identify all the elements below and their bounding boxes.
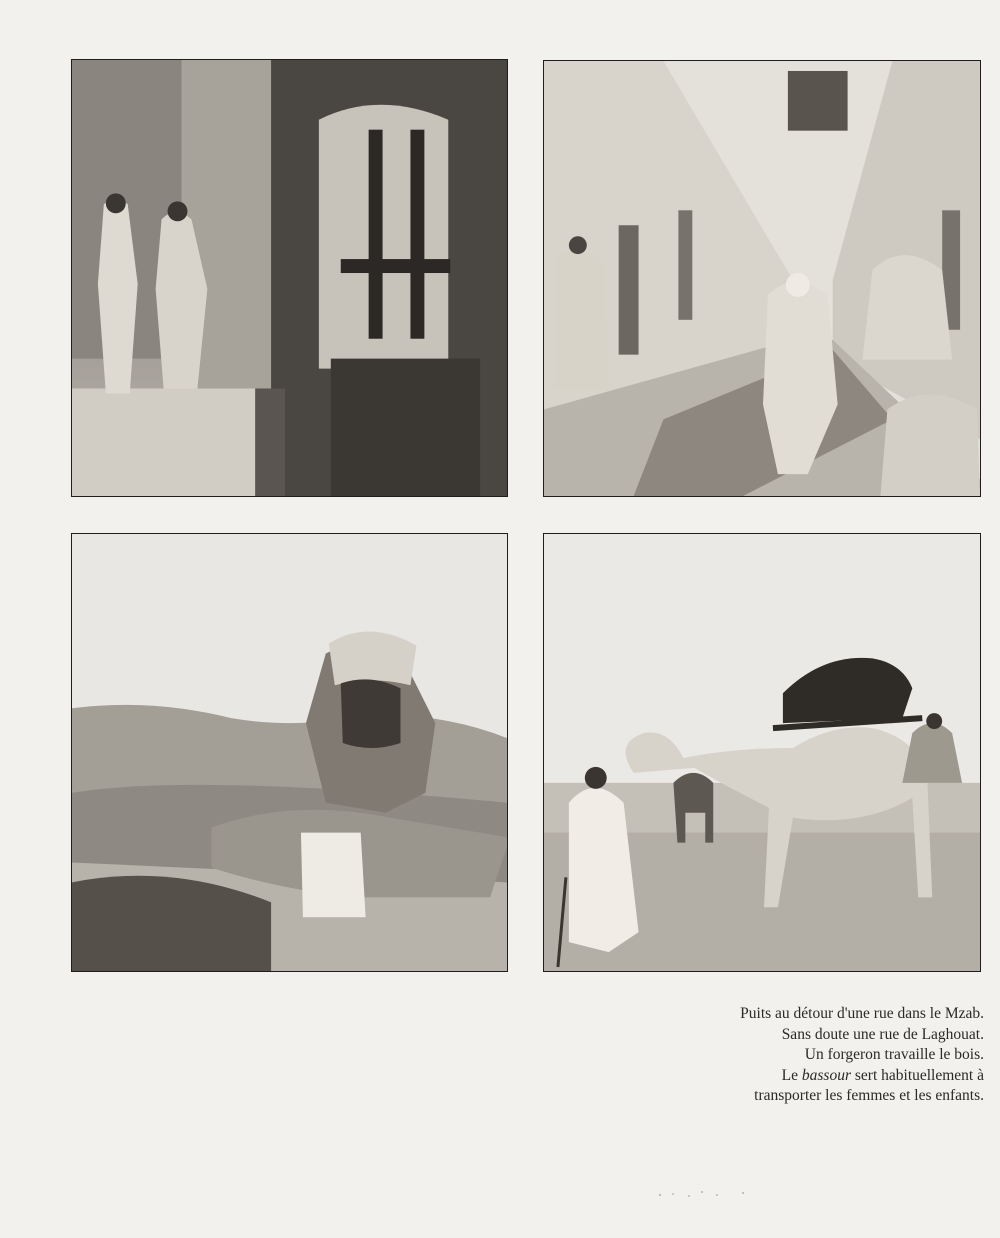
photo-camels-image	[544, 534, 980, 971]
caption-line-3: Un forgeron travaille le bois.	[804, 1046, 984, 1064]
photo-blacksmith-image	[72, 534, 507, 971]
photo-street-laghouat	[543, 60, 981, 497]
photo-well-street	[71, 59, 508, 497]
caption-line-4	[564, 1066, 984, 1087]
photo-captions	[564, 1004, 984, 1107]
photo-blacksmith	[71, 533, 508, 972]
photo-street-image	[544, 61, 980, 496]
caption-line-4-post: sert habituellement à	[851, 1066, 984, 1084]
caption-bassour-term: bassour	[801, 1066, 851, 1084]
caption-line-2: Sans doute une rue de Laghouat.	[781, 1025, 984, 1043]
paper-specks	[655, 1190, 750, 1198]
photo-well-image	[72, 60, 507, 496]
caption-line-4-pre: Le	[781, 1066, 802, 1084]
caption-line-1: Puits au détour d'une rue dans le Mzab.	[740, 1005, 984, 1022]
caption-line-5: transporter les femmes et les enfants.	[754, 1087, 984, 1105]
photo-camels-bassour	[543, 533, 981, 972]
